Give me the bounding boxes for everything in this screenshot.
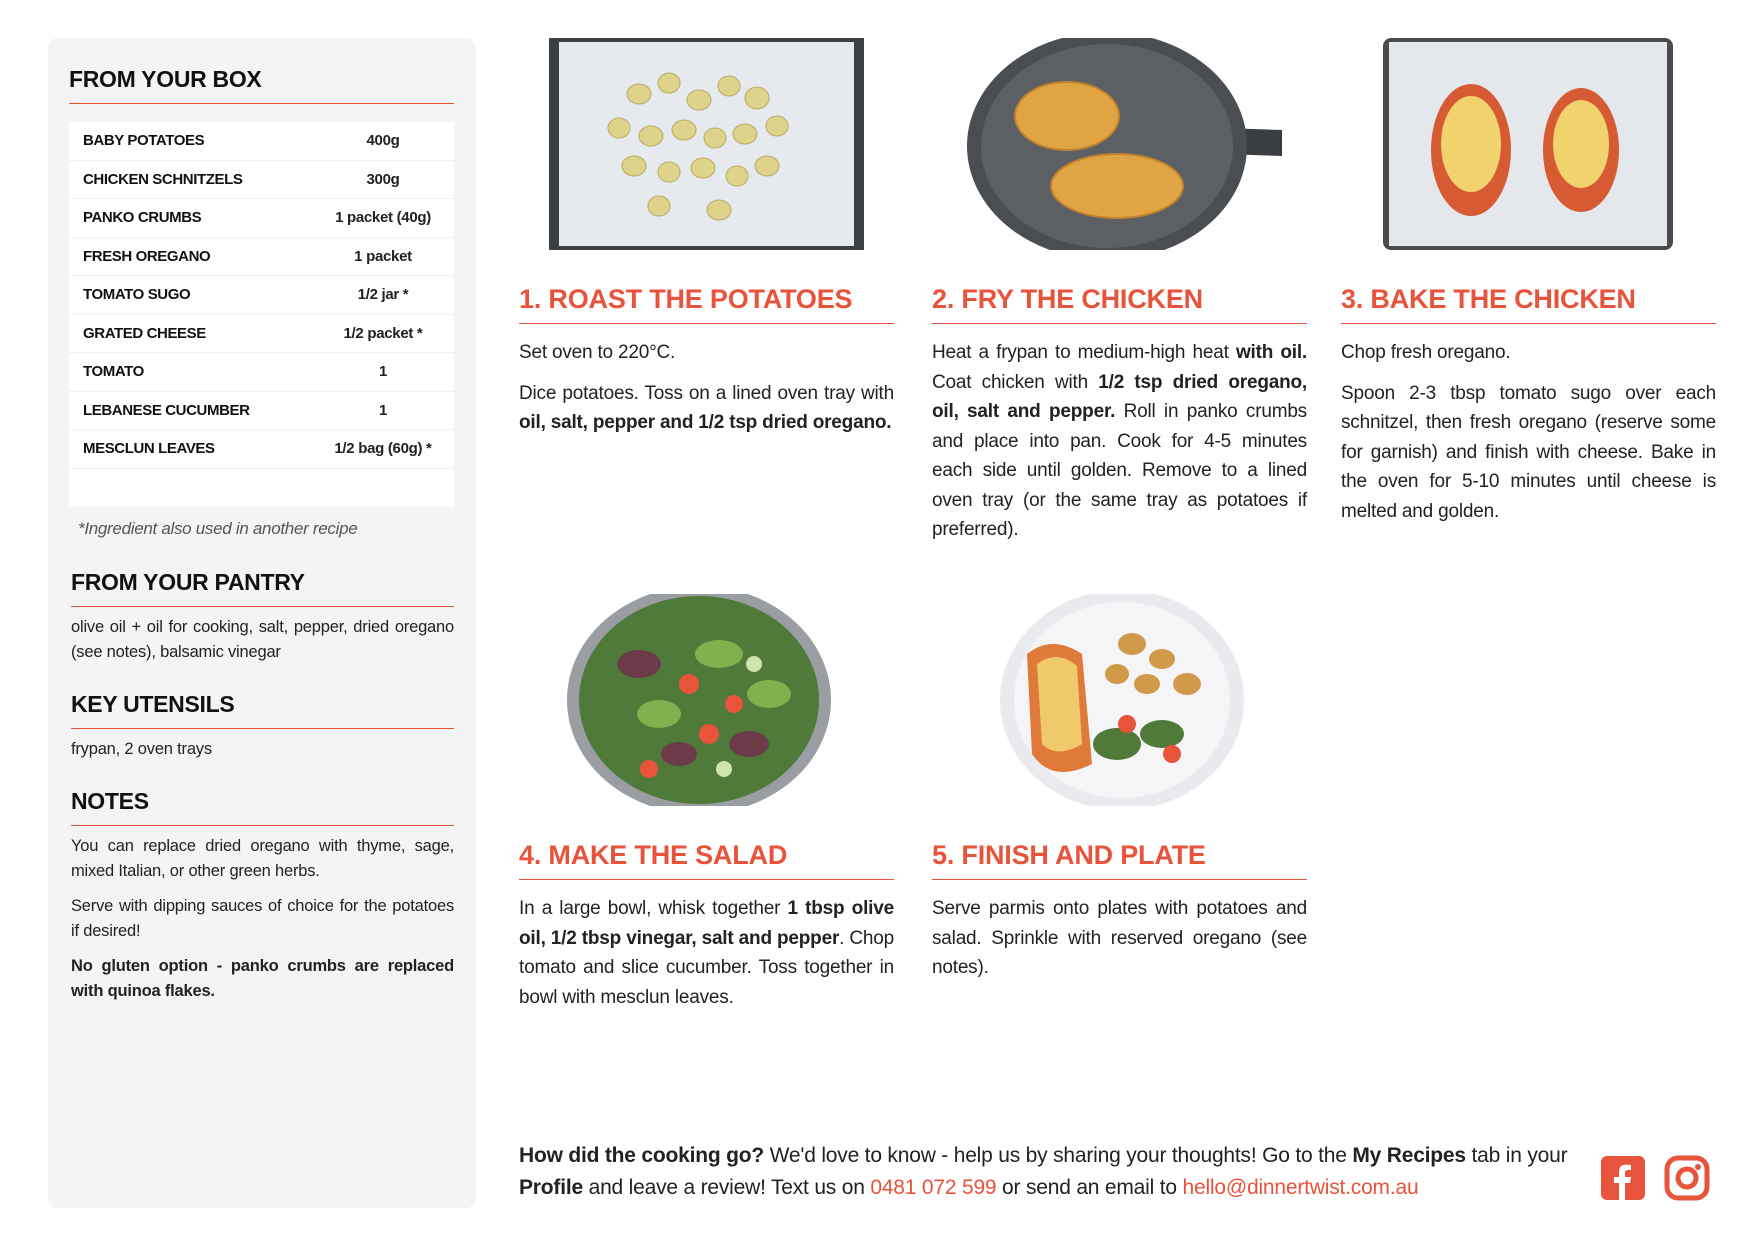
step-2 (932, 38, 1307, 545)
step-1 (519, 38, 894, 438)
ingredient-row (69, 315, 454, 354)
ingredient-name: FRESH OREGANO (83, 247, 211, 265)
step-title: 1. ROAST THE POTATOES (519, 284, 894, 324)
ingredient-qty: 1/2 packet * (343, 324, 423, 342)
feedback-footer (519, 1140, 1579, 1204)
step-text (932, 338, 1307, 545)
step-title: 4. MAKE THE SALAD (519, 840, 894, 880)
email-link[interactable]: hello@dinnertwist.com.au (1182, 1176, 1419, 1199)
ingredient-name: PANKO CRUMBS (83, 209, 202, 227)
box-heading: FROM YOUR BOX (69, 66, 454, 104)
step-text-bold: 1/2 tsp dried oregano, oil, salt and pepper. (932, 371, 1307, 422)
step-text-span: Roll in panko crumbs and place into pan. Cook for 4-5 minutes each side until golden. Remove to a lined oven tray (or the same tray as potatoes if preferred). (932, 401, 1307, 540)
step-5 (932, 594, 1307, 983)
ingredient-qty: 300g (366, 170, 400, 188)
step-text-bold: with oil. (1235, 342, 1307, 363)
step-body (519, 338, 894, 438)
step-text: Chop fresh oregano. (1341, 342, 1511, 363)
step-text-span: . Chop tomato and slice cucumber. Toss together in bowl with mesclun leaves. (519, 927, 895, 1008)
step-body (932, 894, 1307, 983)
footer-text: We'd love to know - help us by sharing your thoughts! Go to the (764, 1144, 1353, 1167)
step-text (519, 894, 894, 1012)
step-body (932, 338, 1307, 545)
step-text: Set oven to 220°C. (519, 342, 676, 363)
facebook-icon[interactable] (1600, 1155, 1646, 1201)
note-text: You can replace dried oregano with thyme, sage, mixed Italian, or other green herbs. (71, 836, 454, 880)
phone-link[interactable]: 0481 072 599 (870, 1176, 997, 1199)
ingredient-qty: 400g (366, 132, 400, 150)
step-4-photo (519, 594, 894, 806)
ingredient-qty: 1 (378, 363, 388, 381)
ingredient-qty: 1/2 jar * (357, 286, 409, 304)
step-text-span: In a large bowl, whisk together (519, 898, 788, 919)
step-text (519, 379, 894, 438)
ingredient-qty: 1 packet (40g) (335, 209, 431, 227)
step-text-span: Heat a frypan to medium-high heat (932, 342, 1236, 363)
ingredient-name: BABY POTATOES (83, 132, 205, 150)
ingredient-footnote: *Ingredient also used in another recipe (78, 518, 358, 538)
ingredient-name: TOMATO SUGO (83, 286, 191, 304)
ingredient-qty: 1/2 bag (60g) * (334, 440, 432, 458)
note-text: Serve with dipping sauces of choice for the potatoes if desired! (71, 896, 454, 940)
step-text-span: Coat chicken with (932, 371, 1099, 393)
ingredient-row-empty (69, 469, 454, 507)
ingredient-row (69, 276, 454, 315)
step-body (1341, 338, 1716, 526)
footer-question: How did the cooking go? (519, 1144, 765, 1167)
step-title: 3. BAKE THE CHICKEN (1341, 284, 1716, 324)
ingredient-row (69, 122, 454, 161)
ingredient-row (69, 238, 454, 277)
profile-link[interactable]: Profile (519, 1176, 583, 1199)
ingredient-name: CHICKEN SCHNITZELS (83, 170, 243, 188)
step-title: 2. FRY THE CHICKEN (932, 284, 1307, 324)
ingredient-name: LEBANESE CUCUMBER (83, 401, 250, 419)
ingredients-sidebar (48, 38, 476, 1208)
ingredient-row (69, 392, 454, 431)
step-body (519, 894, 894, 1012)
ingredient-name: TOMATO (83, 363, 144, 381)
ingredients-table (69, 122, 454, 507)
ingredient-name: MESCLUN LEAVES (83, 440, 215, 458)
step-2-photo (932, 38, 1307, 250)
pantry-text: olive oil + oil for cooking, salt, pepper, dried oregano (see notes), balsamic vinegar (71, 617, 454, 661)
utensils-heading: KEY UTENSILS (71, 691, 454, 729)
my-recipes-link[interactable]: My Recipes (1352, 1144, 1466, 1167)
step-text-span: Dice potatoes. Toss on a lined oven tray with (519, 382, 894, 404)
step-4 (519, 594, 894, 1012)
footer-text: or send an email to (996, 1176, 1183, 1199)
ingredient-row (69, 353, 454, 392)
pantry-heading: FROM YOUR PANTRY (71, 569, 454, 607)
step-3-photo (1341, 38, 1716, 250)
step-1-photo (519, 38, 894, 250)
instagram-icon[interactable] (1664, 1155, 1710, 1201)
utensils-section (69, 691, 454, 762)
pantry-section (69, 569, 454, 665)
ingredient-name: GRATED CHEESE (83, 324, 206, 342)
ingredient-row (69, 430, 454, 469)
ingredient-qty: 1 packet (354, 247, 412, 265)
note-text-bold: No gluten option - panko crumbs are replaced with quinoa flakes. (71, 956, 454, 1000)
ingredient-qty: 1 (378, 401, 388, 419)
step-text-bold: oil, salt, pepper and 1/2 tsp dried oregano. (519, 412, 892, 433)
step-title: 5. FINISH AND PLATE (932, 840, 1307, 880)
ingredient-row (69, 161, 454, 200)
footer-text: and leave a review! Text us on (582, 1176, 871, 1199)
notes-heading: NOTES (71, 788, 454, 826)
step-3 (1341, 38, 1716, 526)
footer-text: tab in your (1465, 1144, 1568, 1167)
step-text: Serve parmis onto plates with potatoes and salad. Sprinkle with reserved oregano (see notes). (932, 898, 1307, 978)
utensils-text: frypan, 2 oven trays (71, 739, 212, 758)
step-5-photo (932, 594, 1307, 806)
notes-section (69, 788, 454, 1004)
step-text-bold: 1 tbsp olive oil, 1/2 tbsp vinegar, salt and pepper (519, 898, 894, 949)
ingredient-row (69, 199, 454, 238)
step-text: Spoon 2-3 tbsp tomato sugo over each schnitzel, then fresh oregano (reserve some for garnish) and finish with cheese. Bake in the oven for 5-10 minutes until cheese is melted and golden. (1341, 382, 1716, 522)
